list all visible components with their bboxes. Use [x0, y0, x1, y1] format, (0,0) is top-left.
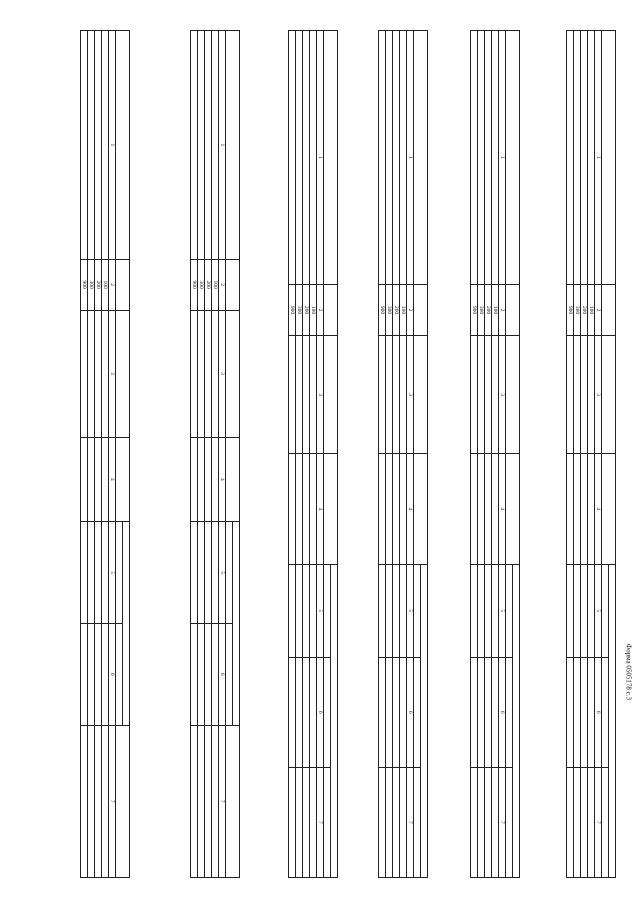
row-code: 200: [95, 259, 102, 310]
col-header-total: [506, 564, 513, 657]
col-header-name: [116, 31, 130, 260]
table-2-3-1: [566, 30, 616, 878]
col-number: 4: [499, 454, 506, 564]
col-number: 1: [499, 31, 506, 285]
row-code: 300: [478, 285, 485, 336]
row-code: 300: [386, 285, 393, 336]
total-code: 900: [471, 285, 478, 336]
row-code: 100: [212, 259, 219, 310]
col-header-group: [421, 564, 428, 877]
col-header-code: [226, 259, 240, 310]
row-code: 100: [310, 285, 317, 336]
col-number: 4: [595, 454, 602, 564]
table-row: [303, 31, 310, 285]
col-header-part: [506, 657, 513, 767]
col-header-name: [324, 31, 338, 285]
table-row: [95, 31, 102, 260]
section-2-3-1: [566, 30, 620, 878]
col-header-total: [116, 437, 130, 522]
col-header-headcount: [414, 335, 428, 454]
row-code: 100: [492, 285, 499, 336]
total-code: 900: [379, 285, 386, 336]
section-2-4: [190, 30, 244, 878]
col-header-annual: [226, 725, 240, 878]
total-code: 900: [567, 285, 574, 336]
row-code: 300: [296, 285, 303, 336]
col-header-part-2: [324, 767, 331, 877]
col-number: 5: [595, 564, 602, 657]
col-header-group: [233, 522, 240, 725]
col-header-total: [414, 564, 421, 657]
col-number: 5: [499, 564, 506, 657]
col-number: 5: [219, 522, 226, 624]
col-header-part: [324, 657, 331, 767]
col-header-fund: [226, 310, 240, 437]
col-header-name: [602, 31, 616, 285]
table-2-3-2: [470, 30, 520, 878]
table-row: [198, 31, 205, 260]
row-code: 300: [198, 259, 205, 310]
row-code: 200: [205, 259, 212, 310]
col-number: 6: [407, 657, 414, 767]
col-number: 7: [317, 767, 324, 877]
col-header-part-2: [226, 623, 233, 725]
total-label: [81, 31, 88, 260]
col-header-fund: [116, 310, 130, 437]
col-header-part-2: [602, 767, 609, 877]
col-number: 1: [407, 31, 414, 285]
col-number: 5: [109, 522, 116, 624]
col-header-part-2: [116, 623, 123, 725]
row-code: 300: [88, 259, 95, 310]
col-header-group: [123, 522, 130, 725]
col-header-part: [602, 657, 609, 767]
table-row: [88, 31, 95, 260]
col-header-group: [331, 564, 338, 877]
col-header-name: [414, 31, 428, 285]
col-header-headcount: [506, 335, 520, 454]
col-header-code: [324, 285, 338, 336]
row-code: 100: [400, 285, 407, 336]
table-row: [102, 31, 109, 260]
col-header-code: [602, 285, 616, 336]
col-header-name: [226, 31, 240, 260]
total-label: [191, 31, 198, 260]
col-number: 2: [595, 285, 602, 336]
col-header-part-2: [506, 767, 513, 877]
total-label: [289, 31, 296, 285]
row-code: 200: [393, 285, 400, 336]
col-header-monthly-pay: [602, 454, 616, 564]
section-2-3-4: [288, 30, 340, 878]
col-number: 2: [317, 285, 324, 336]
col-number: 6: [499, 657, 506, 767]
section-2-4-2: [80, 30, 132, 878]
col-number: 3: [109, 310, 116, 437]
section-2-3-2: [470, 30, 522, 878]
col-header-total: [324, 564, 331, 657]
col-number: 1: [109, 31, 116, 260]
total-label: [567, 31, 574, 285]
row-code: 200: [303, 285, 310, 336]
total-code: 900: [81, 259, 88, 310]
col-header-monthly-pay: [506, 454, 520, 564]
col-header-code: [116, 259, 130, 310]
col-number: 4: [219, 437, 226, 522]
col-number: 1: [219, 31, 226, 260]
table-row: [310, 31, 317, 285]
row-code: 100: [588, 285, 595, 336]
col-number: 1: [317, 31, 324, 285]
col-header-part: [226, 522, 233, 624]
col-number: 5: [317, 564, 324, 657]
table-row: [296, 31, 303, 285]
col-number: 5: [407, 564, 414, 657]
col-number: 2: [407, 285, 414, 336]
section-2-3-3: [378, 30, 430, 878]
col-number: 3: [595, 335, 602, 454]
col-header-part: [414, 657, 421, 767]
col-number: 2: [499, 285, 506, 336]
total-code: 900: [191, 259, 198, 310]
col-number: 3: [317, 335, 324, 454]
row-code: 300: [574, 285, 581, 336]
col-number: 4: [317, 454, 324, 564]
col-number: 6: [595, 657, 602, 767]
col-header-group: [609, 564, 616, 877]
col-header-code: [506, 285, 520, 336]
col-number: 7: [499, 767, 506, 877]
table-row: [581, 31, 588, 285]
col-number: 1: [595, 31, 602, 285]
total-code: 900: [289, 285, 296, 336]
col-header-total: [226, 437, 240, 522]
col-header-part-2: [414, 767, 421, 877]
col-header-code: [414, 285, 428, 336]
col-header-part: [116, 522, 123, 624]
table-row: [212, 31, 219, 260]
table-row: [400, 31, 407, 285]
table-row: [386, 31, 393, 285]
col-header-headcount: [324, 335, 338, 454]
table-2-3-4: [288, 30, 338, 878]
col-header-headcount: [602, 335, 616, 454]
col-number: 3: [499, 335, 506, 454]
col-header-annual: [116, 725, 130, 878]
table-2-4-1: [190, 30, 240, 878]
col-number: 4: [407, 454, 414, 564]
col-number: 3: [407, 335, 414, 454]
col-number: 7: [595, 767, 602, 877]
row-code: 200: [485, 285, 492, 336]
table-row: [478, 31, 485, 285]
col-header-monthly-pay: [414, 454, 428, 564]
col-number: 6: [317, 657, 324, 767]
col-number: 3: [219, 310, 226, 437]
table-row: [205, 31, 212, 260]
col-number: 7: [407, 767, 414, 877]
table-row: [393, 31, 400, 285]
col-header-monthly-pay: [324, 454, 338, 564]
total-label: [471, 31, 478, 285]
col-header-name: [506, 31, 520, 285]
row-code: 200: [581, 285, 588, 336]
row-code: 100: [102, 259, 109, 310]
table-row: [485, 31, 492, 285]
col-number: 7: [219, 725, 226, 878]
col-header-total: [602, 564, 609, 657]
col-number: 7: [109, 725, 116, 878]
table-2-3-3: [378, 30, 428, 878]
col-number: 6: [109, 623, 116, 725]
table-row: [588, 31, 595, 285]
table-2-4-2: [80, 30, 130, 878]
table-row: [574, 31, 581, 285]
table-row: [492, 31, 499, 285]
col-number: 2: [219, 259, 226, 310]
col-number: 2: [109, 259, 116, 310]
total-label: [379, 31, 386, 285]
col-header-group: [513, 564, 520, 877]
form-label: Форма 0505178 с.3: [624, 643, 632, 700]
col-number: 6: [219, 623, 226, 725]
col-number: 4: [109, 437, 116, 522]
